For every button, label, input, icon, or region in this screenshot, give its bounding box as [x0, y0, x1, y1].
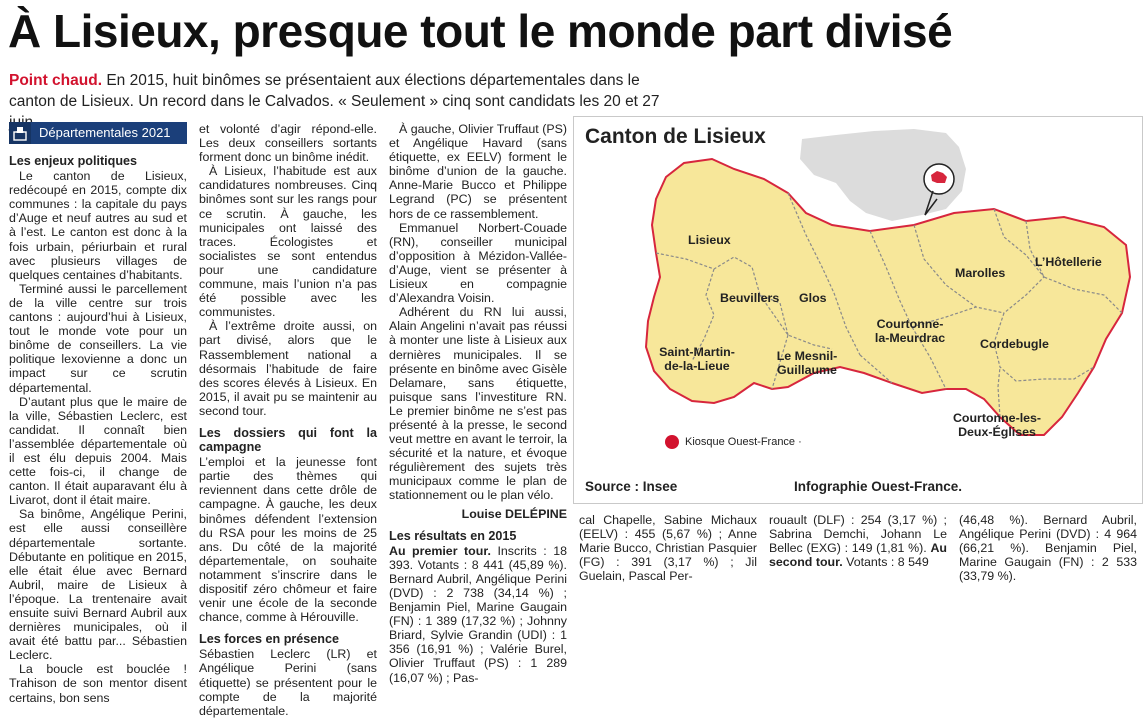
paragraph: À l’extrême droite aussi, on part divisé, alors que le Rassemblement national a désormais l’habitude de faire des scores élevés à Lisieux. En 2015, il avait pu se maintenir au second tour. — [199, 319, 377, 418]
commune-glos: Glos — [799, 291, 827, 305]
commune-lisieux: Lisieux — [688, 233, 731, 247]
commune-saint-martin-de-la-lieue: Saint-Martin-de-la-Lieue — [659, 345, 735, 373]
map-source: Source : Insee — [585, 479, 678, 494]
commune-courtonne-les-deux-eglises: Courtonne-les-Deux-Églises — [952, 411, 1042, 439]
paragraph: À gauche, Olivier Truffaut (PS) et Angélique Havard (sans étiquette, ex EELV) forment le binôme d’union de la gauche. Anne-Marie Bucco et Philippe Legrand (PC) se présentent hors de ce rassemblement. — [389, 122, 567, 221]
paragraph: L’emploi et la jeunesse font partie des thèmes qui reviennent dans cette drôle de campagne. À gauche, les deux binômes défendent l’extension du RSA pour les moins de 25 ans. Du côté de la majorité départementale, on souhaite notamment s’inscrire dans le dispositif zéro chômeur et faire venir une école de la seconde chance, comme à Hérouville. — [199, 455, 377, 625]
paragraph: Sébastien Leclerc (LR) et Angélique Perini (sans étiquette) se présentent pour le compte de la majorité départementale. — [199, 647, 377, 718]
results-continued-1: cal Chapelle, Sabine Michaux (EELV) : 455 (5,67 %) ; Anne Marie Bucco, Christian Pasquier (FG) : 391 (3,17 %) ; Jil Guelain, Pascal Per- — [579, 513, 757, 584]
paragraph: et volonté d’agir répond-elle. Les deux conseillers sortants forment donc un binôme inédit. — [199, 122, 377, 165]
paragraph: Sa binôme, Angélique Perini, est elle aussi conseillère départementale sortante. Débutante en politique en 2015, elle était élue avec Bernard Aubril, maire de Lisieux à l’époque. La trentenaire avait ensuite suivi Bernard Aubril aux dernières municipales, où il avait été battu par... Sébastien Leclerc. — [9, 507, 187, 663]
subheading-dossiers: Les dossiers qui font la campagne — [199, 425, 377, 455]
first-round-label: Au premier tour. — [389, 543, 491, 558]
article-column-2 — [199, 122, 377, 718]
paragraph: Le canton de Lisieux, redécoupé en 2015, compte dix communes : la capitale du pays d’Auge et neuf autres au sud et à l’est. Le canton est donc à la fois urbain, périurbain et rural avec plusieurs villages de quelques centaines d’habitants. — [9, 169, 187, 282]
results-second-part: rouault (DLF) : 254 (3,17 %) ; Sabrina Demchi, Johann Le Bellec (EXG) : 149 (1,81 %). — [769, 513, 947, 556]
results-continued-2 — [769, 513, 947, 569]
standfirst-text: En 2015, huit binômes se présentaient aux élections départementales dans le canton de Lisieux. Un record dans le Calvados. « Seulement » cinq sont candidats les 20 et 27 — [9, 72, 660, 110]
kicker: Point chaud. — [9, 72, 102, 89]
canton-map — [573, 116, 1143, 504]
rubric-label: Départementales 2021 — [39, 124, 171, 140]
location-marker-icon — [921, 161, 957, 219]
commune-marolles: Marolles — [955, 266, 1006, 280]
paragraph: La boucle est bouclée ! Trahison de son mentor disent certains, bon sens — [9, 662, 187, 705]
commune-courtonne-la-meurdrac: Courtonne-la-Meurdrac — [874, 317, 946, 345]
paragraph: Emmanuel Norbert-Couade (RN), conseiller municipal d’opposition à Mézidon-Vallée-d’Auge, vient se présenter à Lisieux en compagnie d’Alexandra Voisin. — [389, 220, 567, 306]
rubric-banner — [9, 122, 187, 144]
headline: À Lisieux, presque tout le monde part divisé — [8, 5, 953, 57]
subheading-forces: Les forces en présence — [199, 632, 340, 647]
article-column-1 — [9, 122, 187, 705]
ouest-france-logo-icon — [665, 435, 679, 449]
commune-le-mesnil-guillaume: Le Mesnil-Guillaume — [776, 349, 838, 377]
paragraph: D’autant plus que le maire de la ville, Sébastien Leclerc, est candidat. Il connaît bien l’assemblée départementale où il est élu depuis 2004. Mais cette fois-ci, il change de canton. Il était auparavant élu à Livarot, dont il était maire. — [9, 394, 187, 508]
commune-beuvillers: Beuvillers — [720, 291, 780, 305]
ballot-box-icon — [9, 122, 31, 144]
first-round-text: Inscrits : 18 393. Votants : 8 441 (45,89 %). Bernard Aubril, Angélique Perini (DVD) : 2 738 (34,14 %) ; Benjamin Piel, Marine Gaugain (FN) : 1 389 (17,32 %) ; Johnny Briard, Sylvie Grandin (UDI) : 1 356 (16,91 %) ; Valérie Burel, Olivier Truffaut (PS) : 1 289 (16,07 %) ; Pas- — [389, 543, 567, 685]
article-column-3 — [389, 122, 567, 685]
results-first-round — [389, 544, 567, 685]
results-continued-3: (46,48 %). Bernard Aubril, Angélique Perini (DVD) : 4 964 (66,21 %). Benjamin Piel, Marine Gaugain (FN) : 2 533 (33,79 %). — [959, 513, 1137, 584]
map-svg — [574, 117, 1142, 503]
map-title: Canton de Lisieux — [585, 125, 766, 148]
kiosque-ouest-france[interactable] — [662, 434, 805, 450]
subheading-resultats: Les résultats en 2015 — [389, 528, 517, 543]
subheading-enjeux: Les enjeux politiques — [9, 154, 138, 168]
paragraph: À Lisieux, l’habitude est aux candidatures nombreuses. Cinq binômes sont sur les rangs pour ce scrutin. À gauche, les municipales ont laissé des traces. Écologistes et socialistes se sont entendus pour une candidature commune, mais l’union n’a pas été possible avec les communistes. — [199, 164, 377, 320]
map-credit: Infographie Ouest-France. — [794, 479, 963, 494]
paragraph: Terminé aussi le parcellement de la ville centre sur trois cantons : aujourd’hui à Lisieux, tout le monde vote pour un binôme de conseillers. La vie politique lexovienne a donc un impact sur ce scrutin départemental. — [9, 281, 187, 395]
paragraph: Adhérent du RN lui aussi, Alain Angelini n’avait pas réussi à monter une liste à Lisieux aux dernières municipales. Il se présente en binôme avec Gisèle Delamare, sans étiquette, puisque sans l’investiture RN. Le premier binôme ne s’est pas présenté à la presse, le second veut mettre en avant le terroir, la sécurité et la nature, et évoque régulièrement des sujets très municipaux comme le plan de stationnement ou le plan vélo. — [389, 305, 567, 503]
commune-cordebugle: Cordebugle — [980, 337, 1049, 351]
author-signature: Louise DELÉPINE — [461, 506, 567, 521]
commune-l-hotellerie: L’Hôtellerie — [1035, 255, 1102, 269]
second-round-label: Au second tour. — [769, 541, 947, 570]
second-round-votants: Votants : 8 549 — [842, 555, 929, 570]
kiosque-label: Kiosque Ouest-France · — [685, 436, 802, 448]
